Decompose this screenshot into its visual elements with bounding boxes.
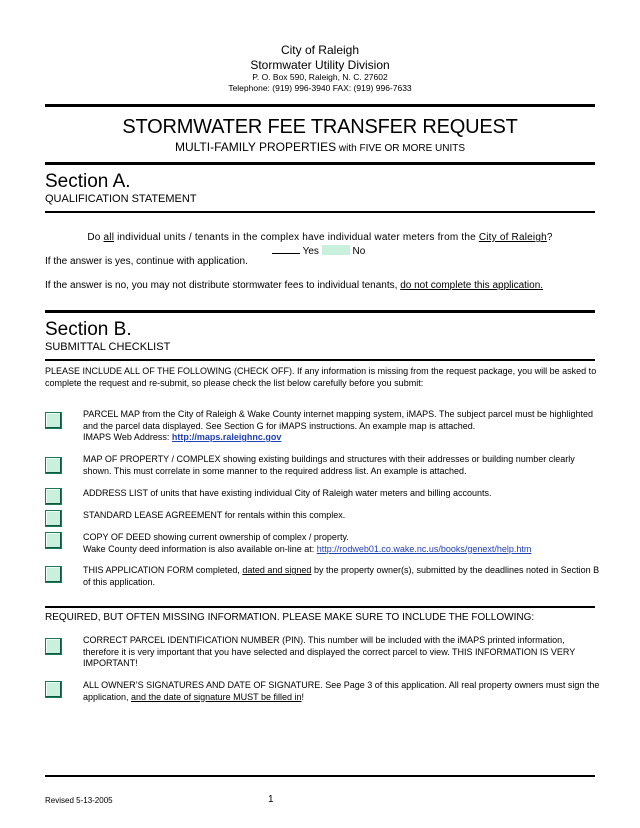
divider: [45, 606, 595, 608]
no-blank[interactable]: [322, 245, 350, 255]
page-number: 1: [268, 794, 274, 805]
checkbox-pin[interactable]: [45, 638, 62, 655]
section-b-title: Section B.: [45, 319, 132, 340]
checklist-item-deed: COPY OF DEED showing current ownership of complex / property. Wake County deed information is also available on-line at: http://rodweb01.co.wake.nc.us/books/genext/help.htm: [83, 532, 532, 554]
divider: [45, 104, 595, 107]
page-subtitle: MULTI-FAMILY PROPERTIES with FIVE OR MORE UNITS: [174, 140, 466, 154]
page-title: STORMWATER FEE TRANSFER REQUEST: [122, 116, 518, 138]
checkbox-parcel-map[interactable]: [45, 412, 62, 429]
divider: [45, 310, 595, 313]
checklist-item-application-form: THIS APPLICATION FORM completed, dated and signed by the property owner(s), submitted by the deadlines noted in Section B of this application.: [83, 565, 600, 587]
checkbox-application-form[interactable]: [45, 566, 62, 583]
checkbox-signatures[interactable]: [45, 681, 62, 698]
division-name: Stormwater Utility Division: [250, 58, 390, 72]
required-item-signatures: ALL OWNER’S SIGNATURES AND DATE OF SIGNATURE. See Page 3 of this application. All real property owners must sign the application, and the date of signature MUST be filled in!: [83, 680, 600, 702]
yes-blank[interactable]: [272, 244, 300, 254]
deed-link[interactable]: http://rodweb01.co.wake.nc.us/books/genext/help.htm: [316, 543, 532, 554]
imaps-link[interactable]: http://maps.raleighnc.gov: [171, 432, 282, 442]
checklist-item-lease-agreement: STANDARD LEASE AGREEMENT for rentals within this complex.: [83, 510, 346, 520]
section-a-subtitle: QUALIFICATION STATEMENT: [45, 193, 197, 205]
yes-no-answer: Yes No: [272, 244, 365, 257]
checklist-item-address-list: ADDRESS LIST of units that have existing individual City of Raleigh water meters and billing accounts.: [83, 488, 492, 498]
checkbox-lease-agreement[interactable]: [45, 510, 62, 527]
required-item-pin: CORRECT PARCEL IDENTIFICATION NUMBER (PIN). This number will be included with the iMAPS printed information, therefore it is very important that you have selected and displayed the correct parcel to view. THIS INFORMATION IS VERY IMPORTANT!: [83, 635, 576, 668]
mailing-address: P. O. Box 590, Raleigh, N. C. 27602: [252, 72, 388, 82]
phone-fax: Telephone: (919) 996-3940 FAX: (919) 996-7633: [228, 83, 412, 93]
required-header: REQUIRED, BUT OFTEN MISSING INFORMATION. PLEASE MAKE SURE TO INCLUDE THE FOLLOWING:: [45, 612, 535, 623]
divider: [45, 211, 595, 213]
revised-date: Revised 5-13-2005: [45, 796, 113, 805]
checklist-item-property-map: MAP OF PROPERTY / COMPLEX showing existing buildings and structures with their addresses or building number clearly shown. This must correlate in some manner to the required address list. An example is attached.: [83, 454, 575, 476]
if-no-text: If the answer is no, you may not distribute stormwater fees to individual tenants, do not complete this application.: [45, 280, 544, 291]
section-a-title: Section A.: [45, 171, 131, 192]
checklist-item-parcel-map: PARCEL MAP from the City of Raleigh & Wake County internet mapping system, iMAPS. The subject parcel must be highlighted and the parcel data displayed. See Section G for iMAPS instructions. An example map is attached. IMAPS Web Address: http://maps.raleighnc.gov: [83, 409, 594, 442]
city-name: City of Raleigh: [280, 43, 360, 57]
checkbox-address-list[interactable]: [45, 488, 62, 505]
section-b-subtitle: SUBMITTAL CHECKLIST: [45, 341, 171, 353]
checkbox-deed[interactable]: [45, 532, 62, 549]
if-yes-text: If the answer is yes, continue with application.: [45, 256, 248, 267]
divider: [45, 775, 595, 777]
qualification-question: Do all individual units / tenants in the complex have individual water meters from the City of Raleigh?: [87, 232, 553, 243]
checkbox-property-map[interactable]: [45, 457, 62, 474]
divider: [45, 162, 595, 165]
divider: [45, 359, 595, 361]
checklist-intro: PLEASE INCLUDE ALL OF THE FOLLOWING (CHECK OFF). If any information is missing from the request package, you will be asked to complete the request and re-submit, so please check the list below carefully before you submit:: [45, 366, 597, 388]
